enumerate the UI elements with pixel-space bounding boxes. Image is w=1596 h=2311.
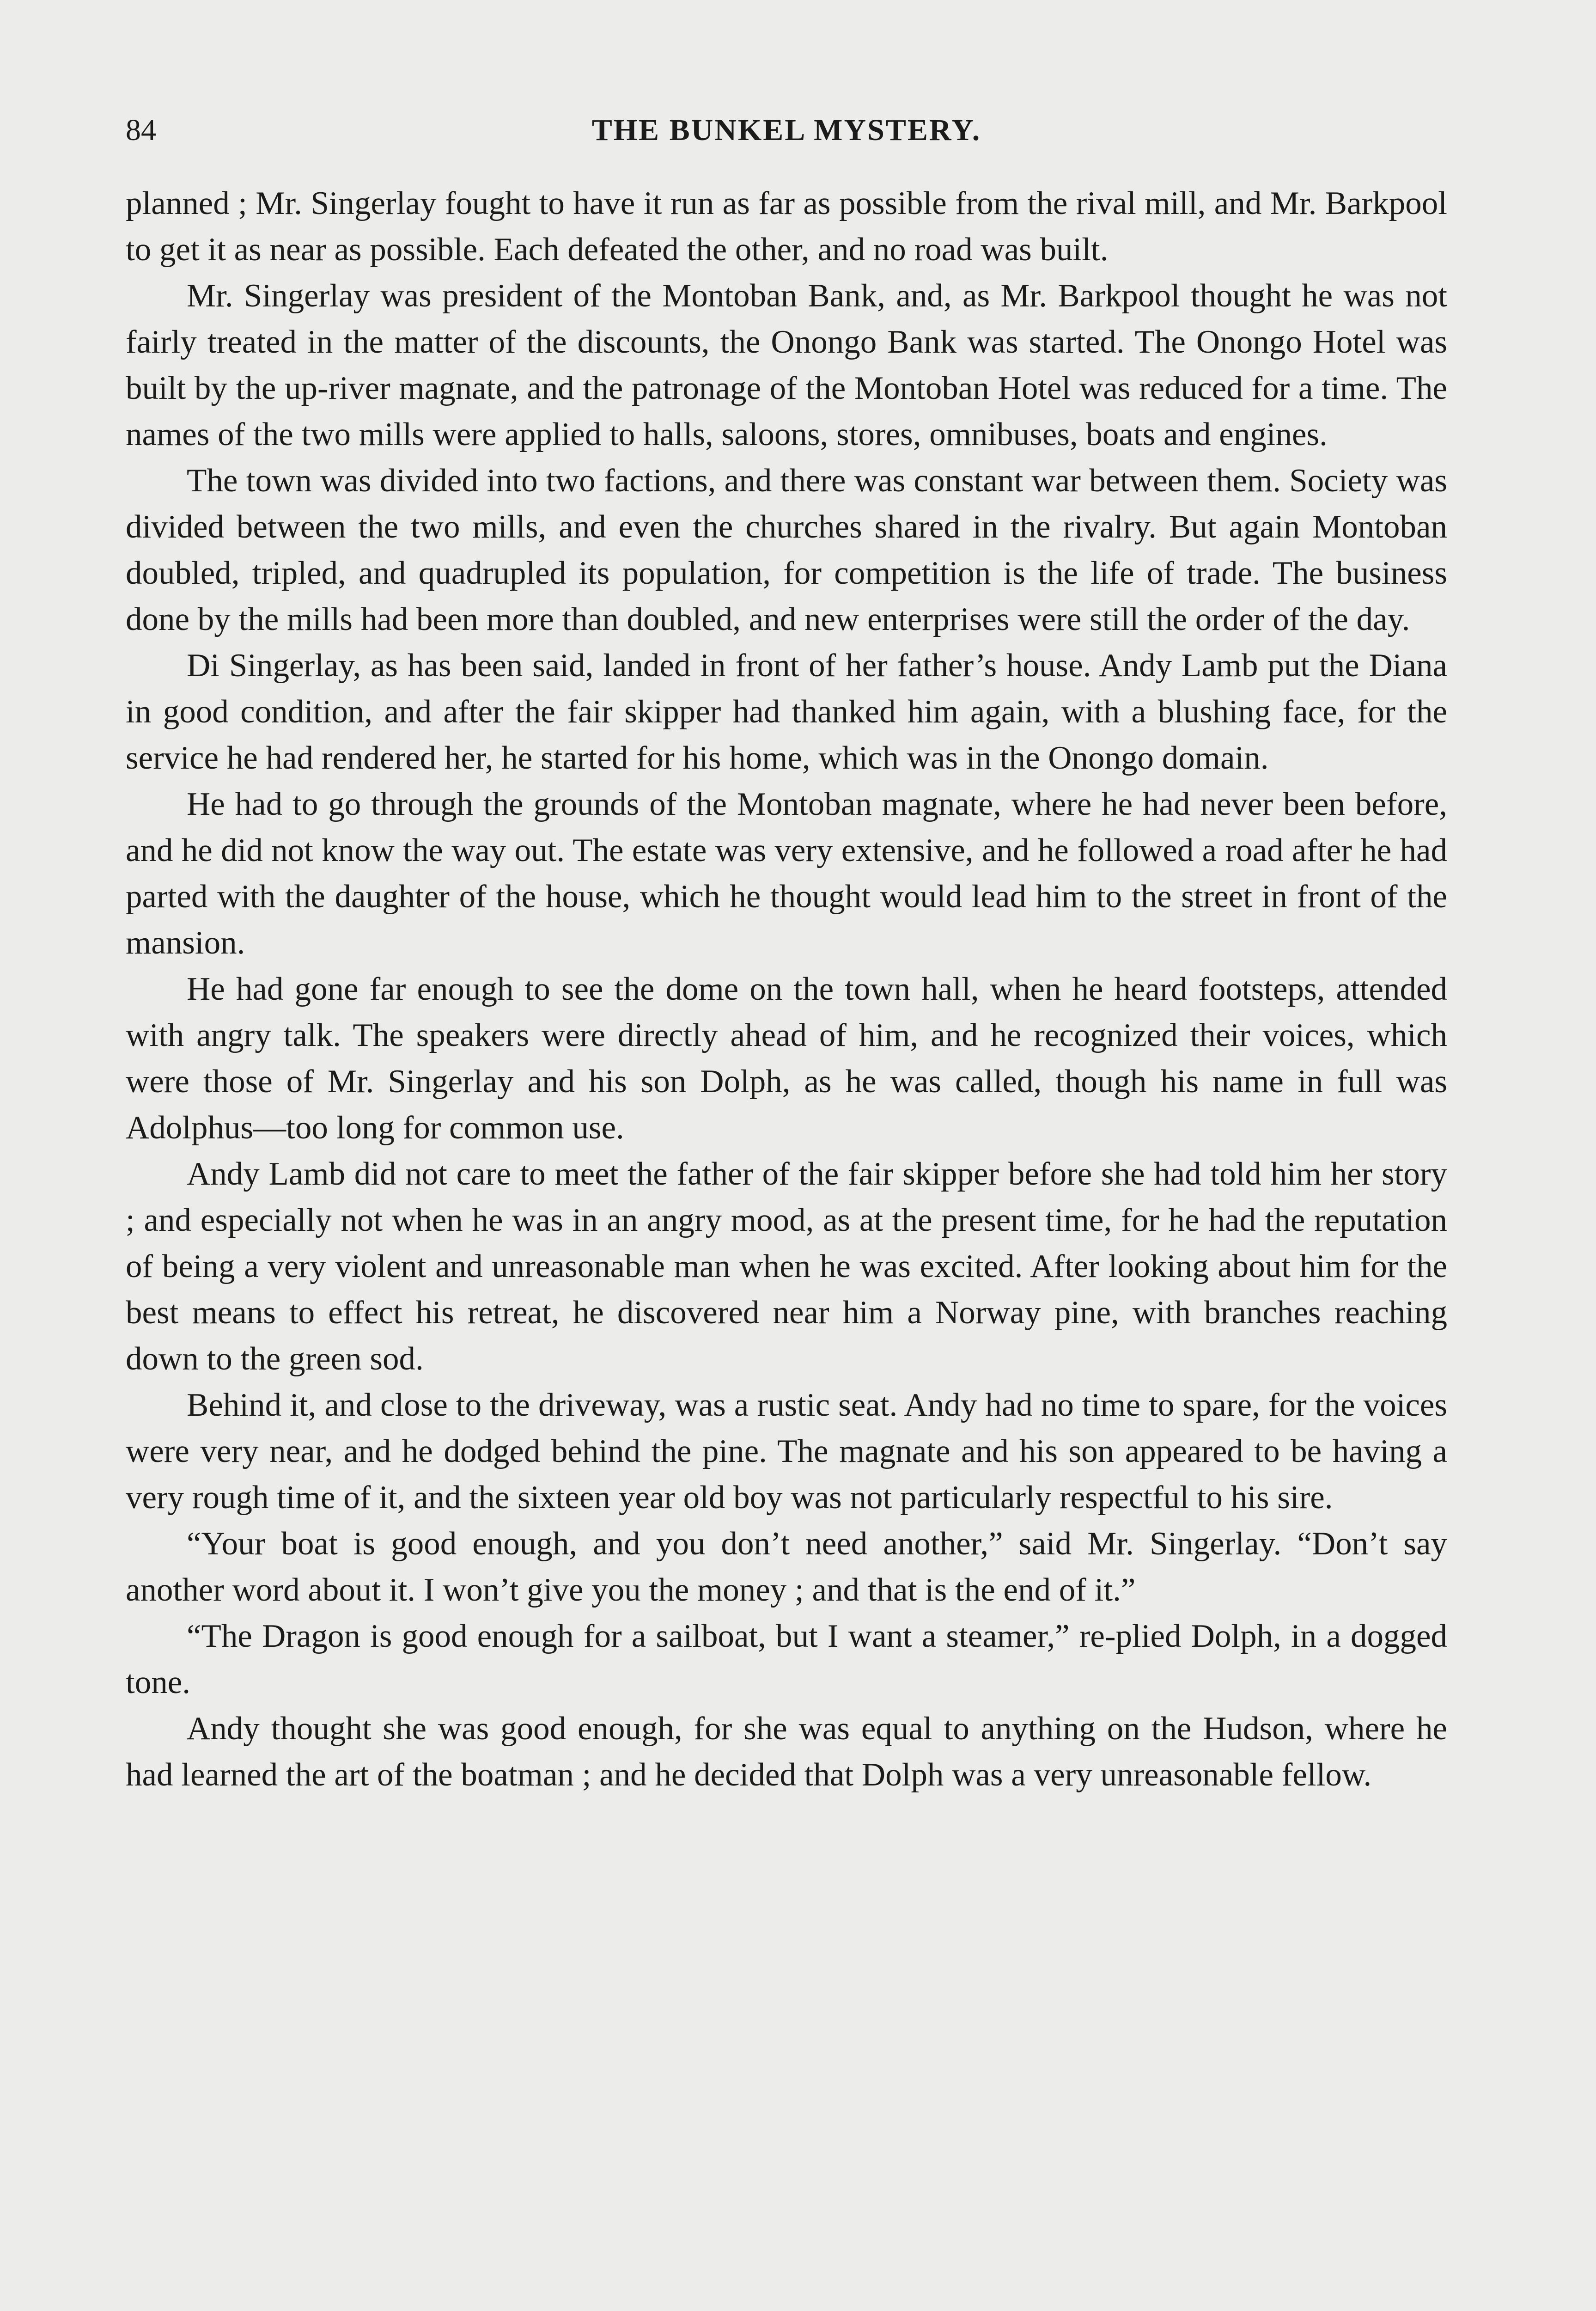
paragraph: planned ; Mr. Singerlay fought to have it run as far as possible from the rival mill, and Mr. Barkpool to get it as near as possible. Each defeated the other, and no road was built. bbox=[126, 185, 1447, 268]
page-number: 84 bbox=[126, 113, 156, 147]
paragraph: The town was divided into two factions, and there was constant war between them. Society was divided between the two mills, and even the churches shared in the rivalry. But again Montoban doubled, tripled, and quadrupled its population, for competition is the life of trade. The business done by the mills had been more than doubled, and new enterprises were still the order of the day. bbox=[126, 463, 1447, 637]
paragraph: Di Singerlay, as has been said, landed in front of her father’s house. Andy Lamb put the Diana in good condition, and after the fair skipper had thanked him again, with a blushing face, for the service he had rendered her, he started for his home, which was in the Onongo domain. bbox=[126, 648, 1447, 776]
body-text bbox=[126, 180, 1447, 1798]
paragraph: “Your boat is good enough, and you don’t need another,” said Mr. Singerlay. “Don’t say another word about it. I won’t give you the money ; and that is the end of it.” bbox=[126, 1526, 1447, 1608]
paragraph: “The Dragon is good enough for a sailboat, but I want a steamer,” re-plied Dolph, in a dogged tone. bbox=[126, 1618, 1447, 1700]
paragraph: Mr. Singerlay was president of the Montoban Bank, and, as Mr. Barkpool thought he was not fairly treated in the matter of the discounts, the Onongo Bank was started. The Onongo Hotel was built by the up-river magnate, and the patronage of the Montoban Hotel was reduced for a time. The names of the two mills were applied to halls, saloons, stores, omnibuses, boats and engines. bbox=[126, 278, 1447, 452]
paragraph: Behind it, and close to the driveway, was a rustic seat. Andy had no time to spare, for the voices were very near, and he dodged behind the pine. The magnate and his son appeared to be having a very rough time of it, and the sixteen year old boy was not particularly respectful to his sire. bbox=[126, 1387, 1447, 1516]
paragraph: He had gone far enough to see the dome on the town hall, when he heard footsteps, attended with angry talk. The speakers were directly ahead of him, and he recognized their voices, which were those of Mr. Singerlay and his son Dolph, as he was called, though his name in full was Adolphus—too long for common use. bbox=[126, 971, 1447, 1146]
paragraph: Andy Lamb did not care to meet the father of the fair skipper before she had told him her story ; and especially not when he was in an angry mood, as at the present time, for he had the reputation of being a very violent and unreasonable man when he was excited. After looking about him for the best means to effect his retreat, he discovered near him a Norway pine, with branches reaching down to the green sod. bbox=[126, 1156, 1447, 1377]
page-header bbox=[126, 107, 1447, 153]
paragraph: Andy thought she was good enough, for she was equal to anything on the Hudson, where he had learned the art of the boatman ; and he decided that Dolph was a very unreasonable fellow. bbox=[126, 1711, 1447, 1793]
running-title: THE BUNKEL MYSTERY. bbox=[591, 113, 981, 147]
paragraph: He had to go through the grounds of the Montoban magnate, where he had never been before, and he did not know the way out. The estate was very extensive, and he followed a road after he had parted with the daughter of the house, which he thought would lead him to the street in front of the mansion. bbox=[126, 786, 1447, 961]
